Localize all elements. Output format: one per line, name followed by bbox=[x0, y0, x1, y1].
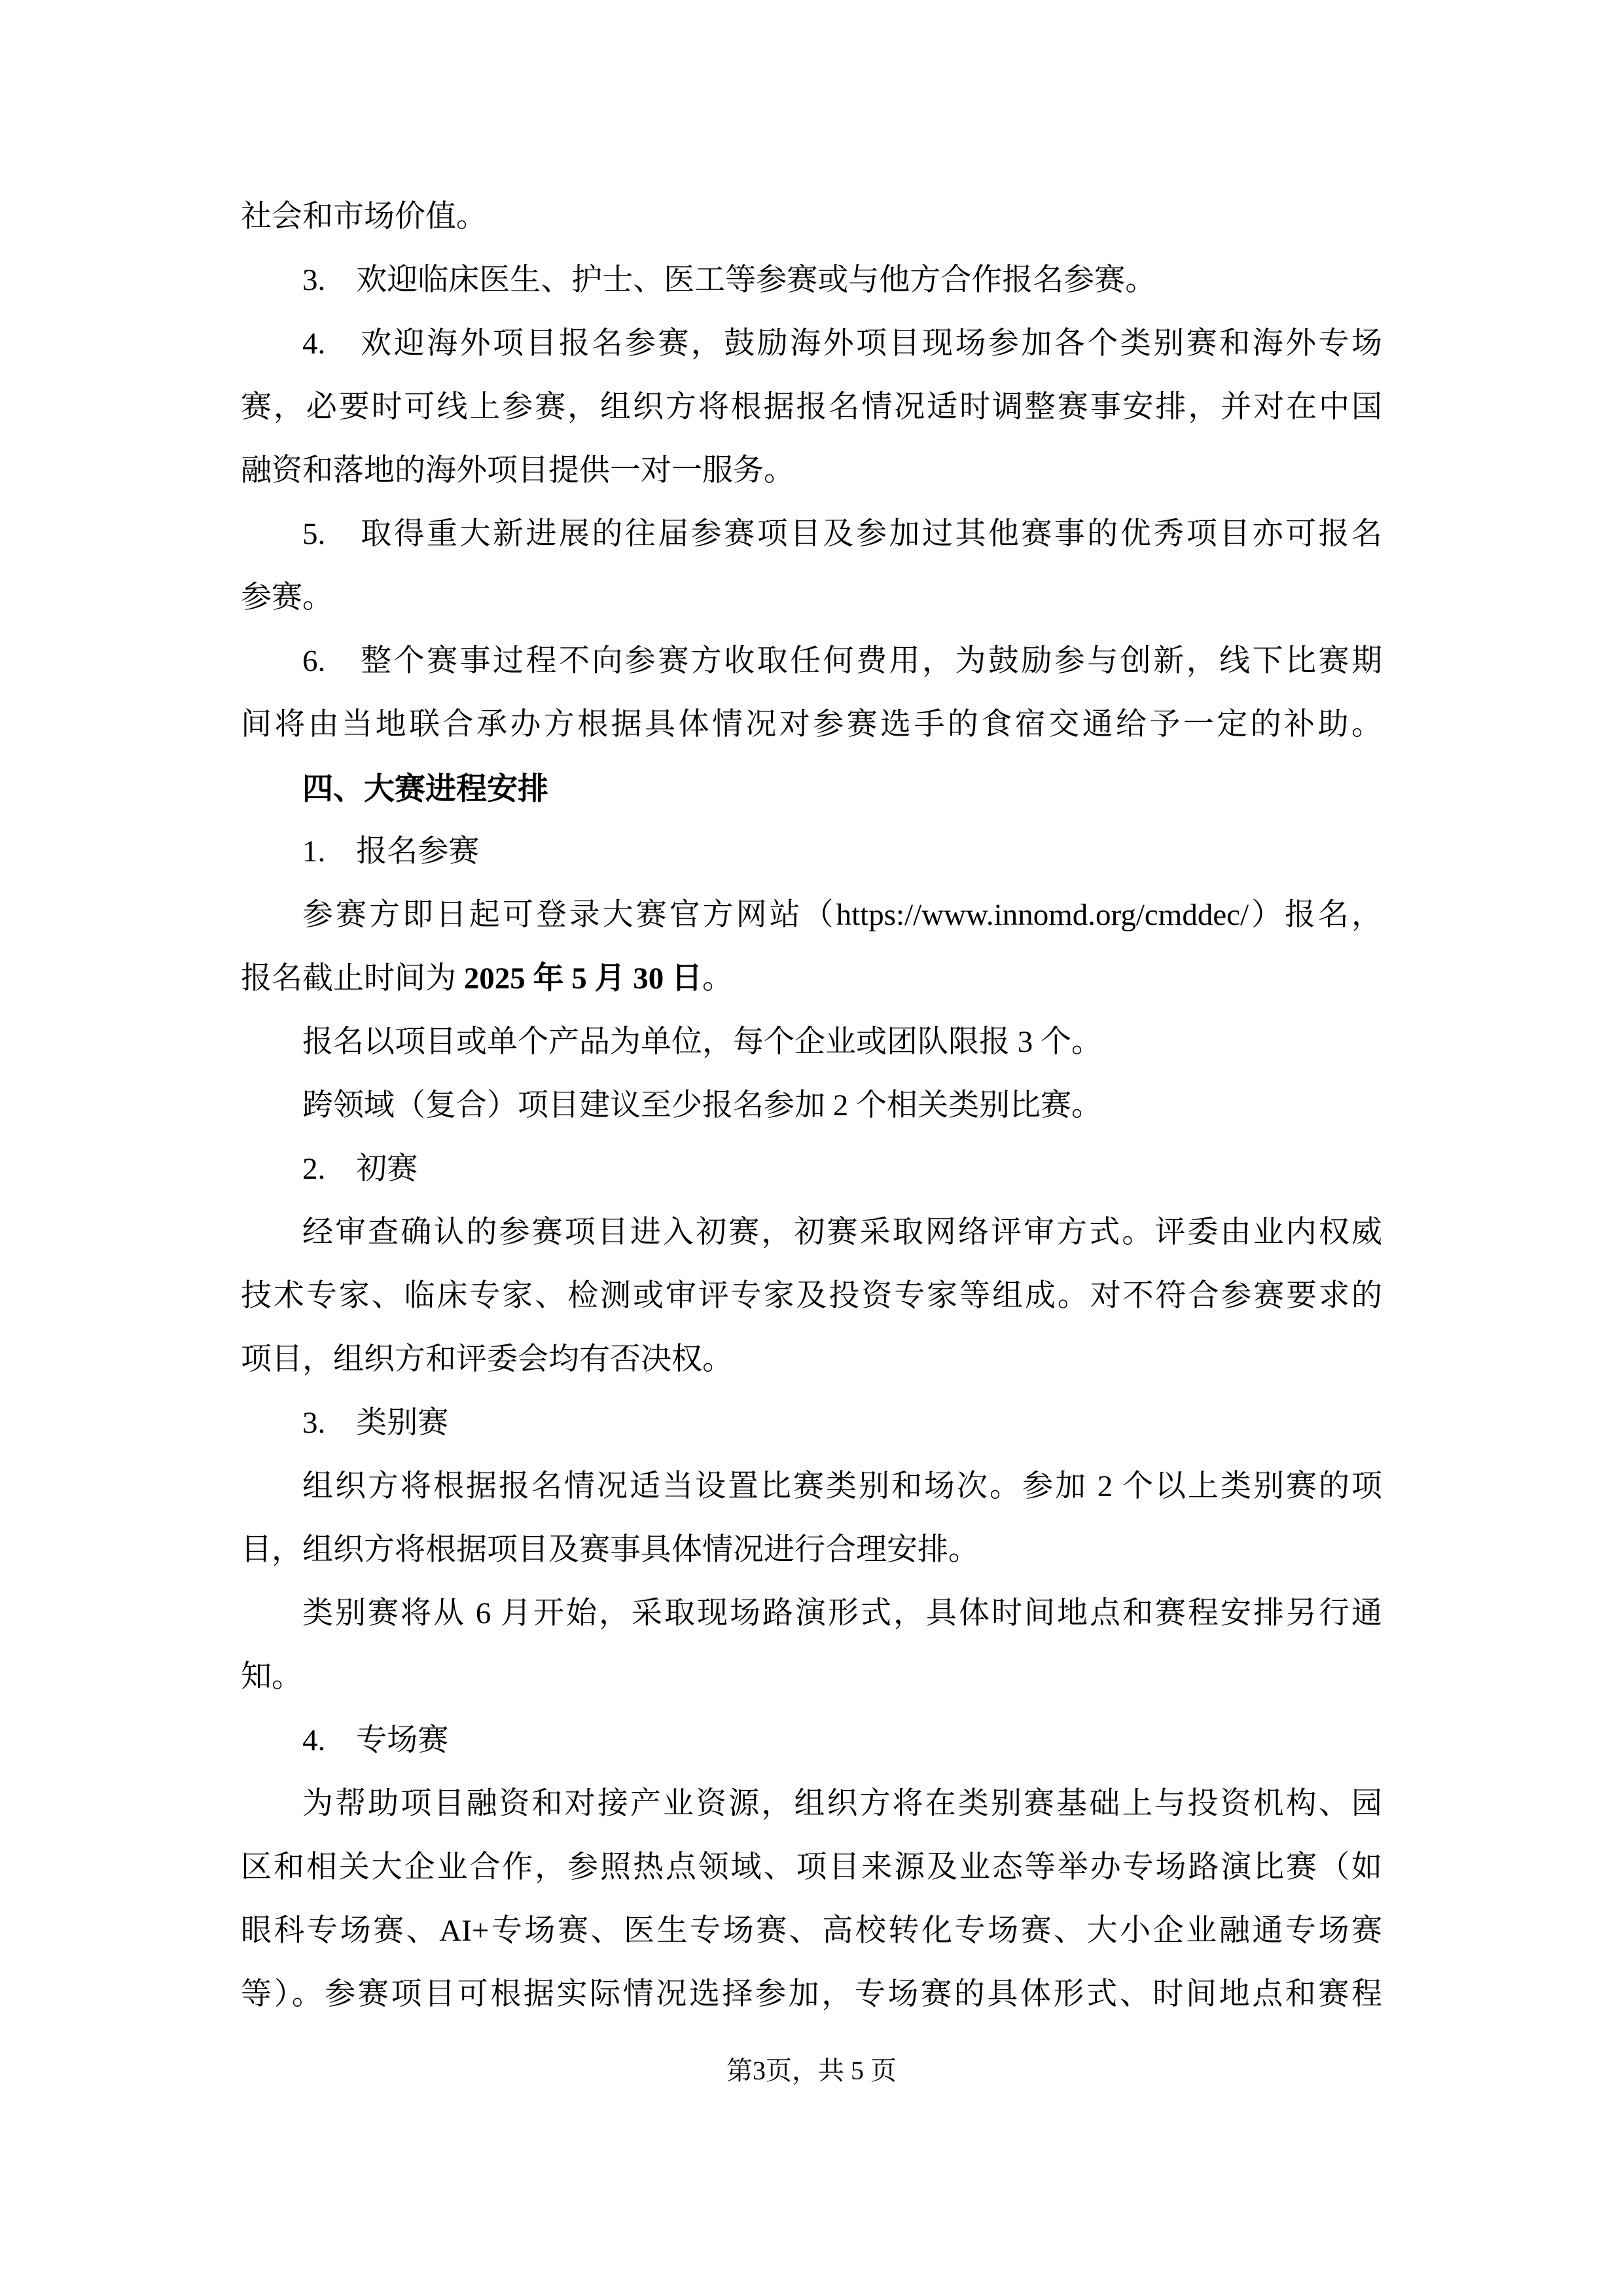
document-body bbox=[241, 185, 1382, 2026]
text-line bbox=[241, 1645, 1382, 1709]
text-segment: 组织方将根据报名情况适当设置比赛类别和场次。参加 2 个以上类别赛的项 bbox=[302, 1469, 1382, 1503]
text-line bbox=[241, 1201, 1382, 1265]
text-line bbox=[241, 1328, 1382, 1391]
registration-url: https://www.innomd.org/cmddec/ bbox=[836, 898, 1249, 932]
text-segment: 为帮助项目融资和对接产业资源，组织方将在类别赛基础上与投资机构、园 bbox=[302, 1787, 1382, 1821]
text-segment: 1. 报名参赛 bbox=[302, 834, 480, 869]
text-segment: 报名以项目或单个产品为单位，每个企业或团队限报 3 个。 bbox=[302, 1025, 1102, 1059]
text-segment: 参赛。 bbox=[241, 581, 333, 615]
text-line bbox=[241, 1582, 1382, 1645]
text-line bbox=[241, 1899, 1382, 1963]
text-line bbox=[241, 185, 1382, 249]
text-line bbox=[241, 1138, 1382, 1201]
text-segment: 四、大赛进程安排 bbox=[302, 771, 548, 806]
text-segment: 赛，必要时可线上参赛，组织方将根据报名情况适时调整赛事安排，并对在中国 bbox=[241, 390, 1382, 424]
text-segment: 融资和落地的海外项目提供一对一服务。 bbox=[241, 454, 794, 488]
text-line bbox=[241, 820, 1382, 884]
text-line bbox=[241, 1772, 1382, 1836]
text-line bbox=[241, 693, 1382, 757]
text-line bbox=[241, 566, 1382, 630]
text-segment: 3. 欢迎临床医生、护士、医工等参赛或与他方合作报名参赛。 bbox=[302, 263, 1156, 297]
text-segment: 目，组织方将根据项目及赛事具体情况进行合理安排。 bbox=[241, 1533, 979, 1567]
text-segment: 4. 专场赛 bbox=[302, 1723, 449, 1757]
text-segment: 报名截止时间为 bbox=[241, 961, 464, 996]
text-segment: 6. 整个赛事过程不向参赛方收取任何费用，为鼓励参与创新，线下比赛期 bbox=[302, 644, 1382, 678]
text-segment: 。 bbox=[702, 961, 733, 996]
text-line bbox=[241, 249, 1382, 312]
text-line bbox=[241, 757, 1382, 820]
text-segment: 社会和市场价值。 bbox=[241, 200, 487, 234]
text-line bbox=[241, 1518, 1382, 1582]
text-segment: 间将由当地联合承办方根据具体情况对参赛选手的食宿交通给予一定的补助。 bbox=[241, 708, 1382, 742]
text-segment: 项目，组织方和评委会均有否决权。 bbox=[241, 1342, 733, 1376]
text-segment: 3. 类别赛 bbox=[302, 1406, 449, 1440]
text-segment: 跨领域（复合）项目建议至少报名参加 2 个相关类别比赛。 bbox=[302, 1088, 1102, 1122]
text-line bbox=[241, 947, 1382, 1011]
text-segment: 技术专家、临床专家、检测或审评专家及投资专家等组成。对不符合参赛要求的 bbox=[241, 1279, 1382, 1313]
text-segment: 4. 欢迎海外项目报名参赛，鼓励海外项目现场参加各个类别赛和海外专场 bbox=[302, 327, 1382, 361]
text-segment: 参赛方即日起可登录大赛官方网站（ bbox=[302, 898, 836, 932]
text-segment: ）报名， bbox=[1249, 898, 1383, 932]
text-segment: 经审查确认的参赛项目进入初赛，初赛采取网络评审方式。评委由业内权威 bbox=[302, 1215, 1382, 1249]
text-line bbox=[241, 312, 1382, 376]
text-segment: 2. 初赛 bbox=[302, 1152, 418, 1186]
page-footer: 第3页，共 5 页 bbox=[726, 2056, 897, 2085]
text-line bbox=[241, 1391, 1382, 1455]
text-line bbox=[241, 439, 1382, 503]
text-line bbox=[241, 1709, 1382, 1772]
text-segment: 5. 取得重大新进展的往届参赛项目及参加过其他赛事的优秀项目亦可报名 bbox=[302, 517, 1382, 551]
text-line bbox=[241, 1011, 1382, 1074]
text-line bbox=[241, 376, 1382, 439]
text-line bbox=[241, 630, 1382, 693]
text-segment: 等）。参赛项目可根据实际情况选择参加，专场赛的具体形式、时间地点和赛程 bbox=[241, 1977, 1382, 2011]
text-line bbox=[241, 1963, 1382, 2026]
text-line bbox=[241, 1836, 1382, 1899]
text-segment: 知。 bbox=[241, 1660, 302, 1694]
text-line bbox=[241, 1074, 1382, 1138]
text-segment: 类别赛将从 6 月开始，采取现场路演形式，具体时间地点和赛程安排另行通 bbox=[302, 1596, 1382, 1630]
text-line bbox=[241, 1265, 1382, 1328]
text-segment: 眼科专场赛、AI+专场赛、医生专场赛、高校转化专场赛、大小企业融通专场赛 bbox=[241, 1914, 1382, 1948]
text-line bbox=[241, 503, 1382, 566]
text-line bbox=[241, 1455, 1382, 1518]
registration-deadline: 2025 年 5 月 30 日 bbox=[463, 961, 702, 996]
text-line bbox=[241, 884, 1382, 947]
text-segment: 区和相关大企业合作，参照热点领域、项目来源及业态等举办专场路演比赛（如 bbox=[241, 1850, 1382, 1884]
